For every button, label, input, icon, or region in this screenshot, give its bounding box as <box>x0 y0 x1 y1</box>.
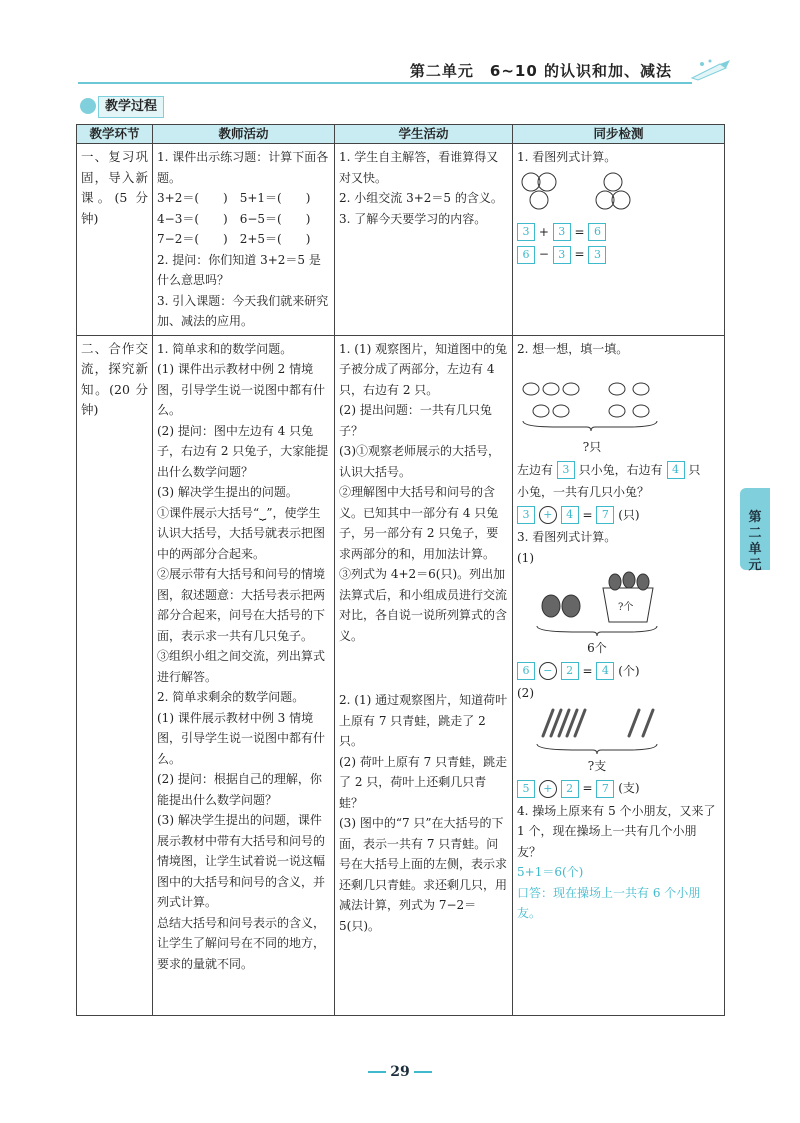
answer-box: 7 <box>596 780 614 798</box>
q3-part1-label: (1) <box>517 550 534 565</box>
text-line: 2. 小组交流 3+2＝5 的含义。 <box>339 191 503 205</box>
header-teacher: 教师活动 <box>153 125 335 144</box>
q2-fill-line <box>517 460 720 481</box>
text-line: 1. 课件出示练习题：计算下面各题。 <box>157 150 329 185</box>
operator: = <box>574 247 585 261</box>
operator: + <box>538 224 549 239</box>
teacher-cell <box>153 335 335 1015</box>
check-cell <box>513 144 725 336</box>
text-line: (3) 解决学生提出的问题。 <box>157 485 298 499</box>
side-tab-text: 第二单元 <box>748 510 762 573</box>
answer-box: 7 <box>596 506 614 524</box>
answer-box: 3 <box>553 246 571 264</box>
teacher-cell <box>153 144 335 336</box>
answer-box: 6 <box>517 246 535 264</box>
q1-equation-1 <box>517 222 720 243</box>
header-stage: 教学环节 <box>77 125 153 144</box>
text-line: (1) 课件出示教材中例 2 情境图，引导学生说一说图中都有什么。 <box>157 362 326 417</box>
answer-box: 6 <box>517 662 535 680</box>
answer-box: 3 <box>517 223 535 241</box>
answer-box: 2 <box>561 662 579 680</box>
spacer <box>339 646 508 690</box>
text: 左边有 <box>517 462 554 477</box>
text-line: 1. 学生自主解答，看谁算得又对又快。 <box>339 150 499 185</box>
q4-text: 4. 操场上原来有 5 个小朋友，又来了 1 个，现在操场上一共有几个小朋友？ <box>517 803 716 859</box>
q2-title: 2. 想一想，填一填。 <box>517 341 629 356</box>
table-row <box>77 144 725 336</box>
pencil-decoration-icon <box>690 58 734 82</box>
text-line: ①课件展示大括号“⏟”，使学生认识大括号，大括号就表示把图中的两部分合起来。 <box>157 505 326 561</box>
operator-circle: + <box>539 506 557 524</box>
operator-circle: + <box>539 780 557 798</box>
page-header-title: 第二单元 6~10 的认识和加、减法 <box>409 62 672 80</box>
student-cell <box>335 335 513 1015</box>
text-line: 2. (1) 通过观察图片，知道荷叶上原有 7 只青蛙，跳走了 2 只。 <box>339 693 508 748</box>
q3-total-label: 6个 <box>587 641 607 655</box>
rabbits-figure <box>517 361 717 441</box>
header-student: 学生活动 <box>335 125 513 144</box>
text-line: (2) 荷叶上原有 7 只青蛙，跳走了 2 只，荷叶上还剩几只青蛙？ <box>339 754 508 810</box>
bucket-label: ?个 <box>618 602 634 613</box>
q3-equation-2 <box>517 778 720 799</box>
pencils-figure <box>517 706 717 758</box>
unit: (只) <box>618 507 640 522</box>
text: 只小兔，右边有 <box>578 462 663 477</box>
text-line: 1. (1) 观察图片，知道图中的兔子被分成了两部分，左边有 4 只，右边有 2 只。 <box>339 341 508 397</box>
text-line: (3)①观察老师展示的大括号，认识大括号。 <box>339 444 500 479</box>
check-cell <box>513 335 725 1015</box>
header-check: 同步检测 <box>513 125 725 144</box>
text-line: (2) 提出问题：一共有几只兔子？ <box>339 403 492 438</box>
text-line: 2. 提问：你们知道 3+2＝5 是什么意思吗？ <box>157 252 321 287</box>
q3-part2-label: (2) <box>517 686 534 700</box>
bulb-icon <box>80 98 96 114</box>
q2-question: 小兔，一共有几只小兔？ <box>517 485 650 499</box>
header-rule <box>78 82 692 84</box>
operator: = <box>582 781 593 795</box>
page-rule-right <box>414 1071 432 1073</box>
q1-title: 1. 看图列式计算。 <box>517 150 617 164</box>
answer-box: 4 <box>667 461 685 479</box>
text-line: ③组织小组之间交流，列出算式进行解答。 <box>157 649 326 684</box>
text-line: (3) 解决学生提出的问题，课件展示教材中带有大括号和问号的情境图，让学生试着说一说这幅图中的大括号和问号的含义，并列式计算。 <box>157 813 326 909</box>
text-line: 7−2＝( ) 2+5＝( ) <box>157 232 311 246</box>
operator: − <box>538 247 549 261</box>
q1-equation-2 <box>517 244 720 265</box>
text-line: 总结大括号和问号表示的含义，让学生了解问号在不同的地方，要求的量就不同。 <box>157 915 326 971</box>
circles-figure <box>517 170 717 220</box>
q2-question-label: ?只 <box>582 440 602 454</box>
pears-figure <box>517 570 717 642</box>
answer-box: 6 <box>588 223 606 241</box>
text-line: 3. 了解今天要学习的内容。 <box>339 211 487 226</box>
operator-circle: − <box>539 662 557 680</box>
section-tag <box>80 96 176 116</box>
page-number <box>0 1064 800 1080</box>
section-label: 教学过程 <box>98 96 164 118</box>
table-row <box>77 335 725 1015</box>
table-header-row <box>77 125 725 144</box>
text-line: 2. 简单求剩余的数学问题。 <box>157 690 305 704</box>
page-number-text: 29 <box>390 1064 410 1080</box>
text-line: (2) 提问：根据自己的理解，你能提出什么数学问题？ <box>157 772 322 807</box>
answer-box: 5 <box>517 780 535 798</box>
text-line: 3+2＝( ) 5+1＝( ) <box>157 191 311 205</box>
answer-box: 4 <box>561 506 579 524</box>
text-line: 4−3＝( ) 6−5＝( ) <box>157 211 311 226</box>
q4-answer: 口答：现在操场上一共有 6 个小朋友。 <box>517 885 701 920</box>
text-line: ②理解图中大括号和问号的含义。已知其中一部分有 4 只兔子，另一部分有 2 只兔子，要求两部分的和，用加法计算。 <box>339 485 499 561</box>
q3-title: 3. 看图列式计算。 <box>517 530 617 544</box>
unit: (支) <box>618 781 640 795</box>
q3-question-label: ?支 <box>587 758 607 773</box>
q3-equation-1 <box>517 661 720 682</box>
lesson-table <box>76 124 725 1016</box>
text-line: 3. 引入课题：今天我们就来研究加、减法的应用。 <box>157 293 329 328</box>
answer-box: 4 <box>596 662 614 680</box>
page-rule-left <box>368 1071 386 1073</box>
text-line: (3) 图中的“7 只”在大括号的下面，表示一共有 7 只青蛙。问号在大括号上面的左侧，表示求还剩几只青蛙。求还剩几只，用减法计算，列式为 7−2＝5(只)。 <box>339 816 508 933</box>
answer-box: 3 <box>588 246 606 264</box>
q4-equation: 5+1＝6(个) <box>517 865 584 879</box>
text-line: ③列式为 4+2＝6(只)。列出加法算式后，和小组成员进行交流对比，各自说一说所列算式的含义。 <box>339 567 508 643</box>
operator: = <box>582 663 593 678</box>
operator: = <box>574 224 585 239</box>
unit-side-tab <box>740 488 770 573</box>
text-line: 1. 简单求和的数学问题。 <box>157 341 293 356</box>
text: 只 <box>688 462 701 477</box>
answer-box: 2 <box>561 780 579 798</box>
answer-box: 3 <box>517 506 535 524</box>
text-line: ②展示带有大括号和问号的情境图，叙述题意：大括号表示把两部分合起来，问号在大括号的下面，表示求一共有几只兔子。 <box>157 567 326 643</box>
text-line: (1) 课件展示教材中例 3 情境图，引导学生说一说图中都有什么。 <box>157 710 326 766</box>
q2-equation <box>517 505 720 526</box>
operator: = <box>582 507 593 522</box>
answer-box: 3 <box>557 461 575 479</box>
answer-box: 3 <box>553 223 571 241</box>
unit: (个) <box>618 663 640 678</box>
text-line: (2) 提问：图中左边有 4 只兔子，右边有 2 只兔子，大家能提出什么数学问题？ <box>157 423 329 479</box>
stage-cell: 二、合作交流，探究新知。(20 分钟) <box>77 335 153 1015</box>
student-cell <box>335 144 513 336</box>
stage-cell: 一、复习巩固，导入新课。(5 分钟) <box>77 144 153 336</box>
